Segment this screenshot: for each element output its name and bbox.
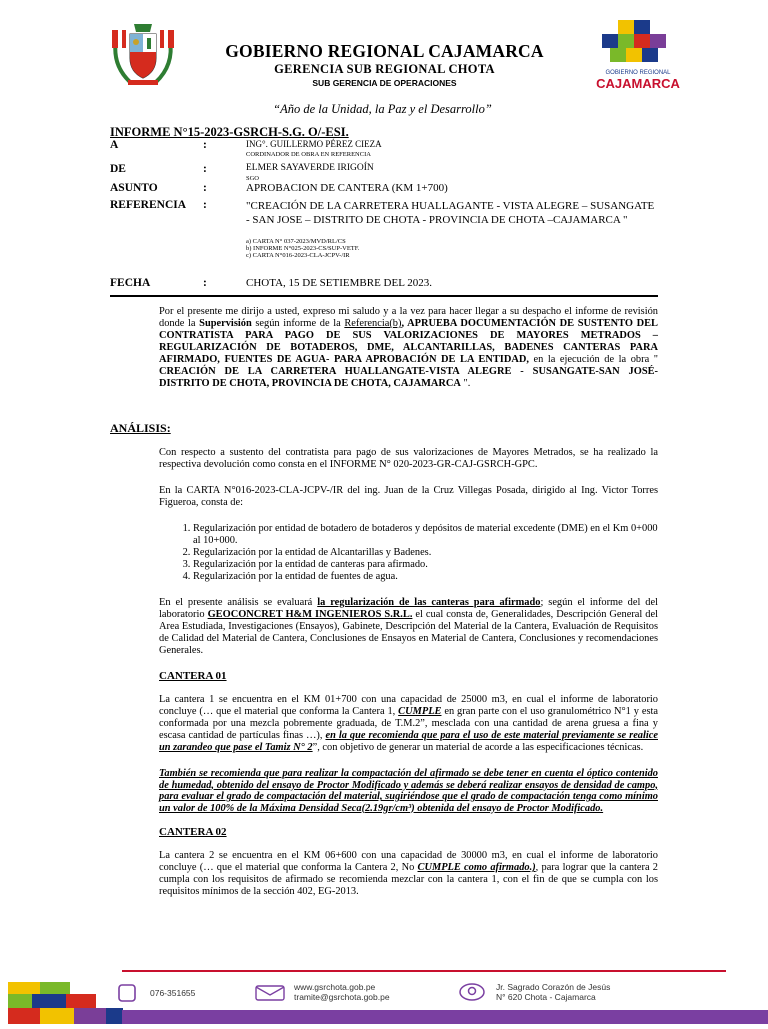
intro-project-name: CREACIÓN DE LA CARRETERA HUALLANGATE-VISTA ALEGRE - SUSANGATE-SAN JOSÉ-DISTRITO DE CHOTA, PROVINCIA DE CHOTA, CAJAMARCA bbox=[159, 366, 658, 389]
analisis-heading: ANÁLISIS: bbox=[110, 421, 171, 435]
logo-big-text: CAJAMARCA bbox=[596, 76, 680, 91]
mail-icon bbox=[255, 985, 285, 1006]
header-title: GOBIERNO REGIONAL CAJAMARCA bbox=[225, 41, 544, 61]
value-asunto: APROBACION DE CANTERA (KM 1+700) bbox=[246, 182, 448, 194]
analisis-content bbox=[159, 447, 658, 898]
header-subtitle: GERENCIA SUB REGIONAL CHOTA bbox=[274, 62, 495, 76]
p3-text-5: el cual consta de, Generalidades, Descripción General del Area Estudiada, Investigaciones (Ensayos), Gabinete, Descripción del Material de la Cantera, Evaluación de Requisitos de Calidad del Material de Cantera, Conclusiones de Ensayos en Material de Cantera, Conclusiones y recomendaciones Generales. bbox=[159, 609, 658, 656]
p3-laboratory-name: GEOCONCRET H&M INGENIEROS S.R.L. bbox=[207, 609, 413, 620]
intro-approval: , APRUEBA DOCUMENTACIÓN DE SUSTENTO DEL CONTRATISTA PARA PAGO DE SUS VALORIZACIONES DE MAYORES METRADOS – REGULARIZACIÓN DE BOTADEROS, DME, ALCANTARILLAS, BADENES CANTERAS PARA AFIRMADO, FUENTES DE AGUA- PARA APROBACIÓN DE LA ENTIDAD, bbox=[159, 318, 658, 365]
reference-b: b) INFORME N°025-2023-CS/SUP-VETF. bbox=[246, 245, 360, 252]
p3-regularizacion: la regularización de las canteras para afirmado bbox=[317, 597, 541, 608]
intro-text-1: Por el presente me dirijo a usted, expreso mi saludo y a la vez para hacer llegar a su despacho el informe de revisión donde la bbox=[159, 306, 658, 329]
intro-text-3: según informe de la bbox=[251, 318, 345, 329]
intro-text-6: en la ejecución de la obra " bbox=[528, 354, 658, 365]
list-item: 2. Regularización por la entidad de Alcantarillas y Badenes. bbox=[193, 547, 658, 559]
paragraph-laboratorio bbox=[159, 597, 658, 657]
colon-fecha: : bbox=[203, 277, 207, 289]
c2-text-3: , para lograr que la cantera 2 cumpla con los requisitos de afirmado se recomienda mezclar con la cantera 1, con el fin de que se cumpla con los requisitos mínimos de la sección 402, EG-2013. bbox=[159, 862, 659, 897]
year-motto: “Año de la Unidad, la Paz y el Desarrollo” bbox=[273, 102, 492, 116]
logo-small-text: GOBIERNO REGIONAL bbox=[605, 70, 671, 76]
footer-color-blocks bbox=[8, 982, 123, 1024]
colon-de: : bbox=[203, 163, 207, 175]
footer-email[interactable]: tramite@gsrchota.gob.pe bbox=[294, 992, 390, 1002]
location-icon bbox=[458, 982, 486, 1007]
footer-address-line1: Jr. Sagrado Corazón de Jesús bbox=[496, 982, 611, 992]
colon-asunto: : bbox=[203, 182, 207, 194]
footer-phone: 076-351655 bbox=[150, 988, 196, 998]
colon-referencia: : bbox=[203, 199, 207, 211]
c1-text-5: ”, con objetivo de generar un material de acorde a las especificaciones técnicas. bbox=[312, 742, 644, 753]
label-a: A bbox=[110, 139, 119, 151]
list-item: 3. Regularización por la entidad de canteras para afirmado. bbox=[193, 559, 658, 571]
paragraph-cantera-01 bbox=[159, 694, 658, 754]
paragraph-carta: En la CARTA N°016-2023-CLA-JCPV-/IR del ing. Juan de la Cruz Villegas Posada, dirigido al Ing. Victor Torres Figueroa, consta de: bbox=[159, 485, 658, 508]
footer-address-line2: N° 620 Chota - Cajamarca bbox=[496, 992, 596, 1002]
colon-a: : bbox=[203, 139, 207, 151]
value-de: ELMER SAYAVERDE IRIGOÍN bbox=[246, 163, 374, 173]
c1-text-3: en gran parte con el uso granulométrico N°1 y esta conformada por una mezcla pobremente graduada, de T.M.2”, mesclada con una cantidad de arena gruesa a fina y escasa cantidad de partículas finas …), bbox=[159, 706, 658, 741]
c2-cumple: CUMPLE como afirmado.) bbox=[417, 862, 536, 873]
list-item: 1. Regularización por entidad de botadero de botaderos y depósitos de material excedente (DME) en el Km 0+000 al 10+000. bbox=[193, 523, 658, 547]
header-department: SUB GERENCIA DE OPERACIONES bbox=[312, 78, 457, 88]
gobierno-regional-cajamarca-logo bbox=[588, 20, 688, 92]
intro-supervision: Supervisión bbox=[199, 318, 252, 329]
intro-referencia: Referencia(b) bbox=[344, 318, 402, 329]
list-item: 4. Regularización por la entidad de fuentes de agua. bbox=[193, 571, 658, 583]
intro-text-8: ". bbox=[460, 378, 471, 389]
p3-text-3: ; según el informe del del laboratorio bbox=[159, 597, 658, 620]
paragraph-devolucion: Con respecto a sustento del contratista para pago de sus valorizaciones de Mayores Metrados, se ha realizado la respectiva devolución como consta en el INFORME N° 020-2023-GR-CAJ-GSRCH-GPC. bbox=[159, 447, 658, 470]
c1-cumple: CUMPLE bbox=[398, 706, 442, 717]
value-a: ING°. GUILLERMO PÉREZ CIEZA bbox=[246, 139, 382, 149]
paragraph-compactacion: También se recomienda que para realizar la compactación del afirmado se debe tener en cuenta el óptico contenido de humedad, obtenido del ensayo de Proctor Modificado y además se deberá realizar ensayos de densidad de campo, para evaluar el grado de compactación del material, sugiriéndose que el grado de compactación tenga como mínimo un valor de 100% de la Máxima Densidad Seca(2.19gr/cm³) obtenida del ensayo de Proctor Modificado. bbox=[159, 768, 658, 814]
label-referencia: REFERENCIA bbox=[110, 199, 187, 211]
p3-text-1: En el presente análisis se evaluará bbox=[159, 597, 318, 608]
intro-paragraph bbox=[159, 306, 658, 390]
c1-recommendation: en la que recomienda que para el uso de este material previamente se realice un zarandeo que pase el Tamiz N° 2 bbox=[159, 730, 658, 753]
cantera-02-heading: CANTERA 02 bbox=[159, 826, 227, 838]
report-number: INFORME N°15-2023-GSRCH-S.G. O/-ESI. bbox=[110, 125, 349, 139]
note-a: CORDINADOR DE OBRA EN REFERENCIA bbox=[246, 151, 371, 158]
value-fecha: CHOTA, 15 DE SETIEMBRE DEL 2023. bbox=[246, 277, 433, 289]
items-list bbox=[159, 523, 658, 583]
peru-coat-of-arms-logo bbox=[108, 20, 178, 88]
c1-text-1: La cantera 1 se encuentra en el KM 01+700 con una capacidad de 25000 m3, en cual el informe de laboratorio concluye (… que el material que conforma la Cantera 1, bbox=[159, 694, 658, 717]
body-content bbox=[159, 306, 658, 390]
label-de: DE bbox=[110, 163, 126, 175]
label-fecha: FECHA bbox=[110, 277, 151, 289]
value-referencia: "CREACIÓN DE LA CARRETERA HUALLAGANTE - VISTA ALEGRE – SUSANGATE - SAN JOSE – DISTRITO DE CHOTA - PROVINCIA DE CHOTA –CAJAMARCA " bbox=[246, 200, 655, 226]
phone-icon bbox=[117, 984, 137, 1007]
footer-bar bbox=[122, 1010, 768, 1024]
cantera-01-heading: CANTERA 01 bbox=[159, 670, 227, 682]
label-asunto: ASUNTO bbox=[110, 182, 158, 194]
c2-text-1: La cantera 2 se encuentra en el KM 06+600 con una capacidad de 30000 m3, en cual el informe de laboratorio concluye (… que el material que conforma la Cantera 2, No bbox=[159, 850, 658, 873]
note-de: SGO bbox=[246, 175, 260, 182]
paragraph-cantera-02 bbox=[159, 850, 658, 898]
footer-website[interactable]: www.gsrchota.gob.pe bbox=[294, 982, 376, 992]
footer-red-line bbox=[122, 970, 726, 972]
header-divider bbox=[110, 295, 658, 297]
reference-c: c) CARTA N°016-2023-CLA-JCPV-/IR bbox=[246, 252, 350, 259]
reference-a: a) CARTA N° 037-2023/MVD/RL/CS bbox=[246, 238, 346, 245]
